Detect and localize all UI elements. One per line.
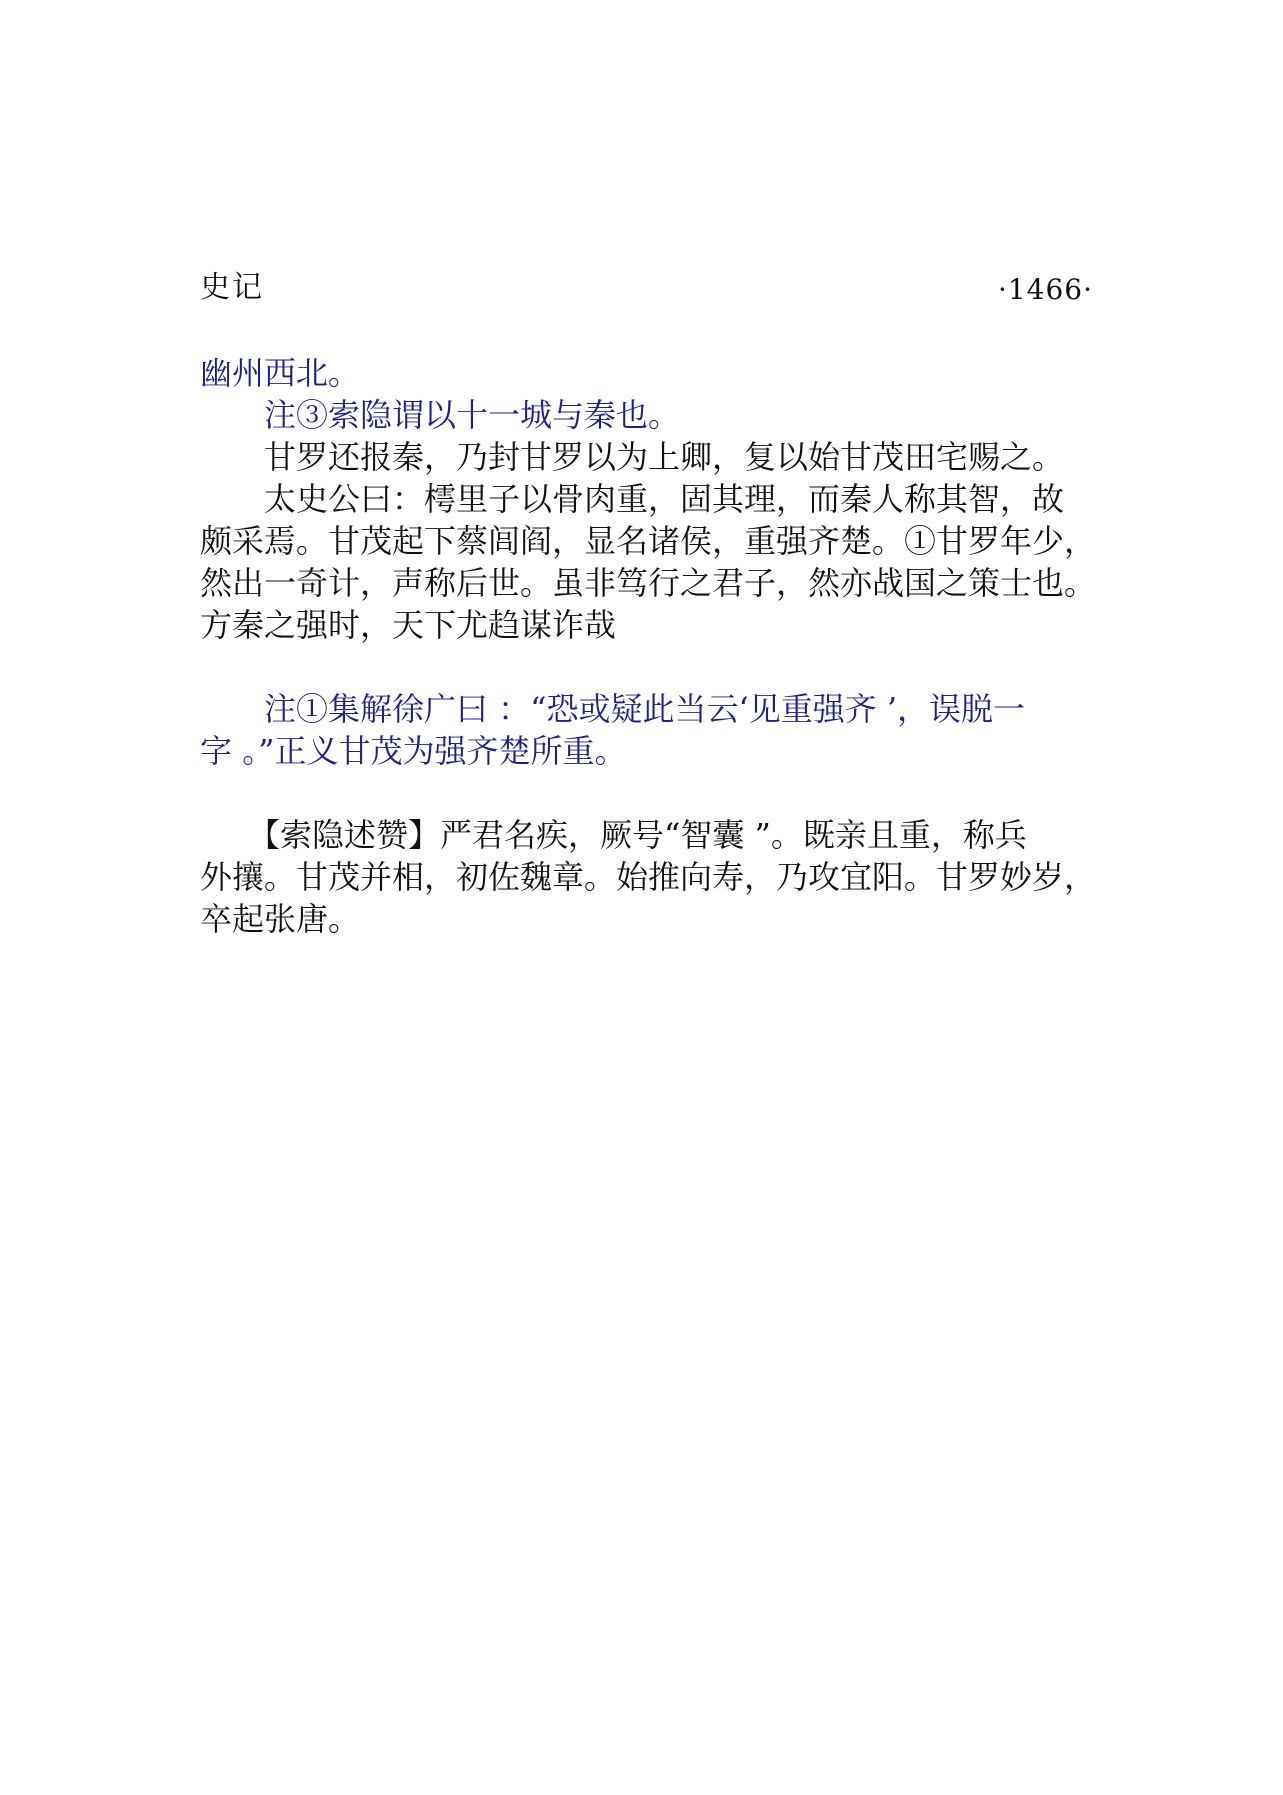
text-line: 【索隐述赞】严君名疾，厥号“智囊 ”。既亲且重，称兵 (200, 816, 1027, 854)
paragraph-gap (200, 772, 1120, 814)
text-line: 然出一奇计，声称后世。虽非笃行之君子，然亦战国之策士也。 (200, 564, 1097, 602)
text-line: 太史公曰：樗里子以骨肉重，固其理，而秦人称其智，故 (200, 480, 1065, 518)
text-line: 甘罗还报秦，乃封甘罗以为上卿，复以始甘茂田宅赐之。 (200, 438, 1065, 476)
annotation-line: 字 。”正义甘茂为强齐楚所重。 (200, 732, 627, 770)
text-line: 外攘。甘茂并相，初佐魏章。始推向寿，乃攻宜阳。甘罗妙岁， (200, 858, 1097, 896)
annotation-line: 注③索隐谓以十一城与秦也。 (200, 396, 681, 434)
text-line: 幽州西北。 (200, 354, 361, 392)
paragraph-gap (200, 646, 1120, 688)
running-head-title: 史记 (200, 270, 264, 305)
body-text (200, 352, 1120, 940)
page-number: ·1466· (997, 273, 1093, 306)
annotation-line: 注①集解徐广曰 ：“恐或疑此当云‘见重强齐 ’，误脱一 (200, 690, 1026, 728)
text-line: 卒起张唐。 (200, 900, 361, 938)
text-line: 方秦之强时，天下尤趋谋诈哉 (200, 606, 617, 644)
text-line: 颇采焉。甘茂起下蔡闾阎，显名诸侯，重强齐楚。①甘罗年少， (200, 522, 1097, 560)
